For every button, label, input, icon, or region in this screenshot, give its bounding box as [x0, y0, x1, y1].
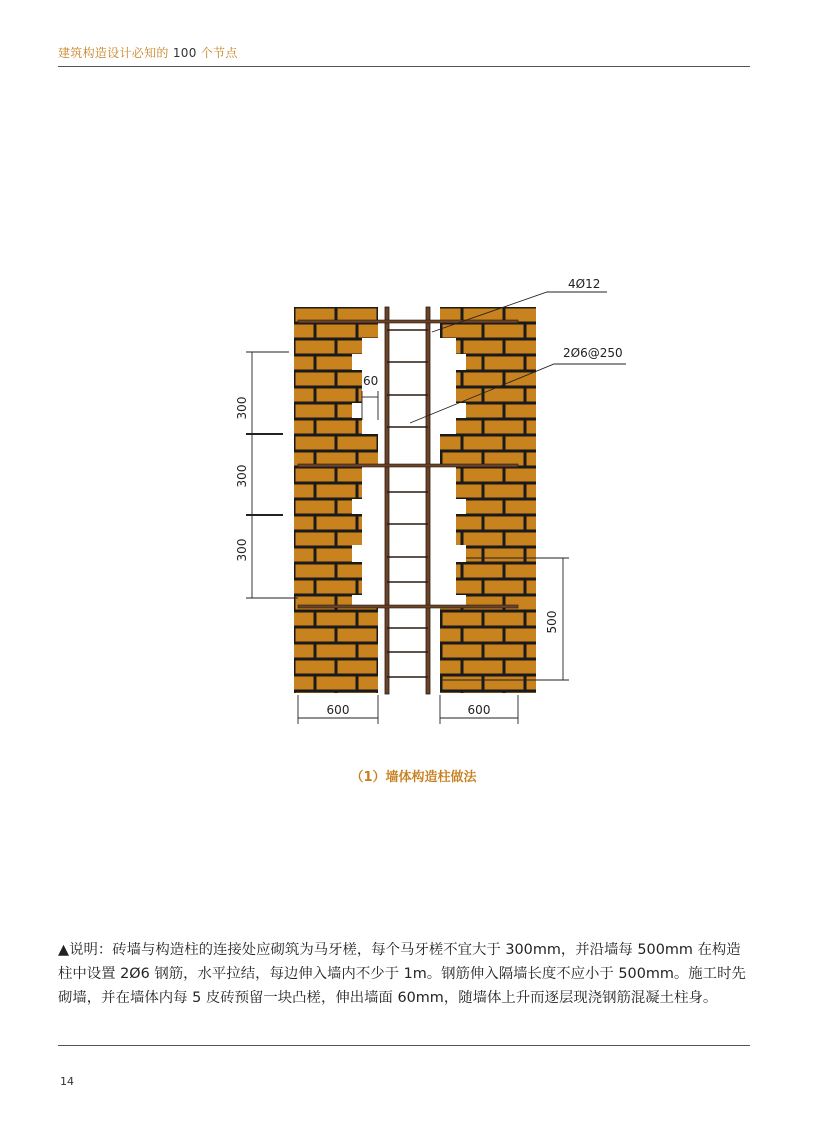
toothing-dimension — [362, 391, 378, 420]
header-title-suffix: 个节点 — [196, 46, 238, 60]
label-anchor-length: 500 — [545, 610, 559, 634]
label-ties: 2Ø6@250 — [563, 346, 623, 360]
figure-caption: （1）墙体构造柱做法 — [350, 770, 477, 785]
right-brick-wall — [440, 307, 536, 693]
explanation-note: ▲说明：砖墙与构造柱的连接处应砌筑为马牙槎，每个马牙槎不宜大于 300mm，并沿墙每 500mm 在构造柱中设置 2Ø6 钢筋，水平拉结，每边伸入墙内不少于 1m。钢筋伸入隔墙长度不应小于 500mm。施工时先砌墙，并在墙体内每 5 皮砖预留一块凸槎，伸出墙面 60mm，随墙体上升而逐层现浇钢筋混凝土柱身。 — [58, 942, 746, 1006]
header-title-number: 100 — [172, 46, 197, 60]
label-toothing: 60 — [363, 374, 379, 388]
column-bar-left — [385, 307, 389, 694]
page-number: 14 — [60, 1075, 74, 1088]
label-step-2: 300 — [235, 464, 249, 488]
brick-wall-diagram — [200, 270, 640, 730]
column-ties — [387, 330, 428, 677]
label-left-wall-width: 600 — [326, 703, 350, 717]
header-title-prefix: 建筑构造设计必知的 — [58, 46, 173, 60]
label-main-bars: 4Ø12 — [568, 277, 601, 291]
left-brick-wall — [294, 307, 378, 693]
footer-rule — [58, 1045, 750, 1046]
column-bar-right — [426, 307, 430, 694]
header-rule — [58, 66, 750, 67]
construction-column-figure — [200, 270, 640, 734]
running-header — [58, 44, 238, 61]
vertical-dimension-300 — [246, 352, 298, 598]
label-right-wall-width: 600 — [467, 703, 491, 717]
label-step-1: 300 — [235, 396, 249, 420]
label-step-3: 300 — [235, 538, 249, 562]
